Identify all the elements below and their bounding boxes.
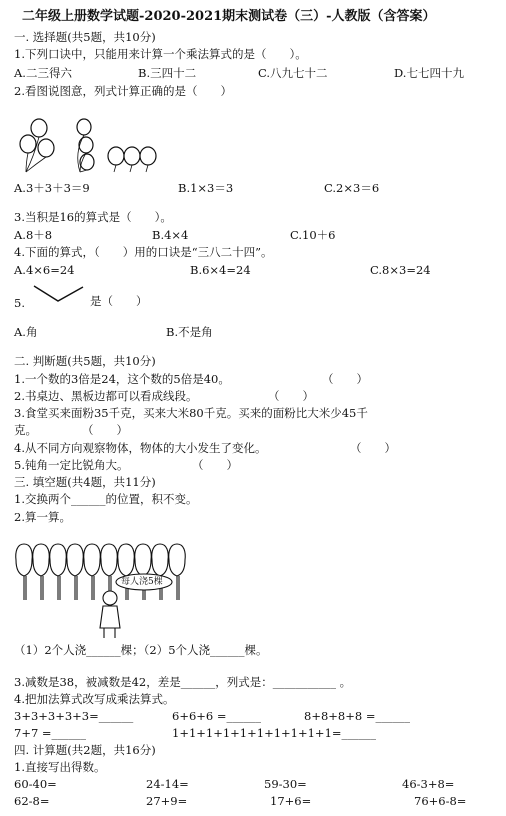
s1-q2-option-a[interactable]: A.3＋3＋3＝9 [14,181,90,195]
s1-q3-option-b[interactable]: B.4×4 [152,228,189,242]
s1-q2-option-c[interactable]: C.2×3＝6 [324,181,380,195]
s2-question-4: 4.从不同方向观察物体，物体的大小发生了变化。 [14,441,267,455]
calc-item: 59-30= [264,777,307,791]
s2-question-5: 5.钝角一定比锐角大。 [14,458,129,472]
calc-item: 76+6-8= [414,794,467,808]
balloons-illustration [14,118,164,174]
s1-q4-option-c[interactable]: C.8×3=24 [370,263,431,277]
section-2-header: 二. 判断题(共5题，共10分) [14,354,156,368]
s1-q2-option-b[interactable]: B.1×3＝3 [178,181,234,195]
s3-question-2-answers: （1）2个人浇______棵；（2）5个人浇______棵。 [14,643,268,657]
s2-q2-answer-paren[interactable]: （ ） [268,389,314,403]
s1-q3-option-c[interactable]: C.10＋6 [290,228,336,242]
s1-q5-option-b[interactable]: B.不是角 [166,325,213,339]
calc-item: 62-8= [14,794,50,808]
section-3-header: 三. 填空题(共4题，共11分) [14,475,156,489]
s3-question-2: 2.算一算。 [14,510,71,524]
s1-q4-option-a[interactable]: A.4×6=24 [14,263,75,277]
s3-question-1: 1.交换两个______的位置，积不变。 [14,492,198,506]
s2-question-1: 1.一个数的3倍是24，这个数的5倍是40。 [14,372,230,386]
s1-question-4: 4.下面的算式，（ ）用的口诀是“三八二十四”。 [14,245,273,259]
s2-q5-answer-paren[interactable]: （ ） [192,458,238,472]
s2-question-3-line-2: 克。 [14,423,37,437]
s3-q4-item-3: 8+8+8+8 =______ [304,709,410,723]
s1-q3-option-a[interactable]: A.8＋8 [14,228,53,242]
bent-line-figure [32,284,86,304]
section-1-header: 一. 选择题(共5题，共10分) [14,30,156,44]
s3-q4-item-4: 7+7 =______ [14,726,87,740]
page-title: 二年级上册数学试题-2020-2021期末测试卷（三）-人教版（含答案） [22,9,436,24]
s3-q4-item-1: 3+3+3+3+3=______ [14,709,134,723]
s3-q4-item-5: 1+1+1+1+1+1+1+1+1+1=______ [172,726,377,740]
s2-question-2: 2.书桌边、黑板边都可以看成线段。 [14,389,198,403]
s2-question-3-line-1: 3.食堂买来面粉35千克，买来大米80千克。买来的面粉比大米少45千 [14,406,368,420]
section-4-header: 四. 计算题(共2题，共16分) [14,743,156,757]
s2-q4-answer-paren[interactable]: （ ） [350,441,396,455]
s1-question-5-text: 是（ ） [90,294,148,308]
s3-question-4: 4.把加法算式改写成乘法算式。 [14,692,175,706]
s1-q1-option-a[interactable]: A.二三得六 [14,66,72,80]
s1-question-1: 1.下列口诀中，只能用来计算一个乘法算式的是（ ）。 [14,47,307,61]
calc-item: 24-14= [146,777,189,791]
s1-q4-option-b[interactable]: B.6×4=24 [190,263,251,277]
calc-item: 46-3+8= [402,777,455,791]
calc-item: 27+9= [146,794,188,808]
s2-q3-answer-paren[interactable]: （ ） [82,423,128,437]
s2-q1-answer-paren[interactable]: （ ） [322,372,368,386]
s1-q1-option-c[interactable]: C.八九七十二 [258,66,328,80]
calc-item: 17+6= [270,794,312,808]
s3-question-3: 3.减数是38，被减数是42，差是______，列式是：___________ 。 [14,675,352,689]
s1-q1-option-d[interactable]: D.七七四十九 [394,66,464,80]
trees-and-child-illustration [14,542,202,640]
s1-q1-option-b[interactable]: B.三四十二 [138,66,197,80]
speech-bubble-text: 每人浇5棵 [121,577,163,587]
s1-question-2: 2.看图说图意，列式计算正确的是（ ） [14,84,232,98]
s1-question-5-number: 5. [14,296,25,310]
s1-question-3: 3.当积是16的算式是（ ）。 [14,210,172,224]
s1-q5-option-a[interactable]: A.角 [14,325,38,339]
calc-item: 60-40= [14,777,57,791]
s4-question-1: 1.直接写出得数。 [14,760,106,774]
s3-q4-item-2: 6+6+6 =______ [172,709,262,723]
